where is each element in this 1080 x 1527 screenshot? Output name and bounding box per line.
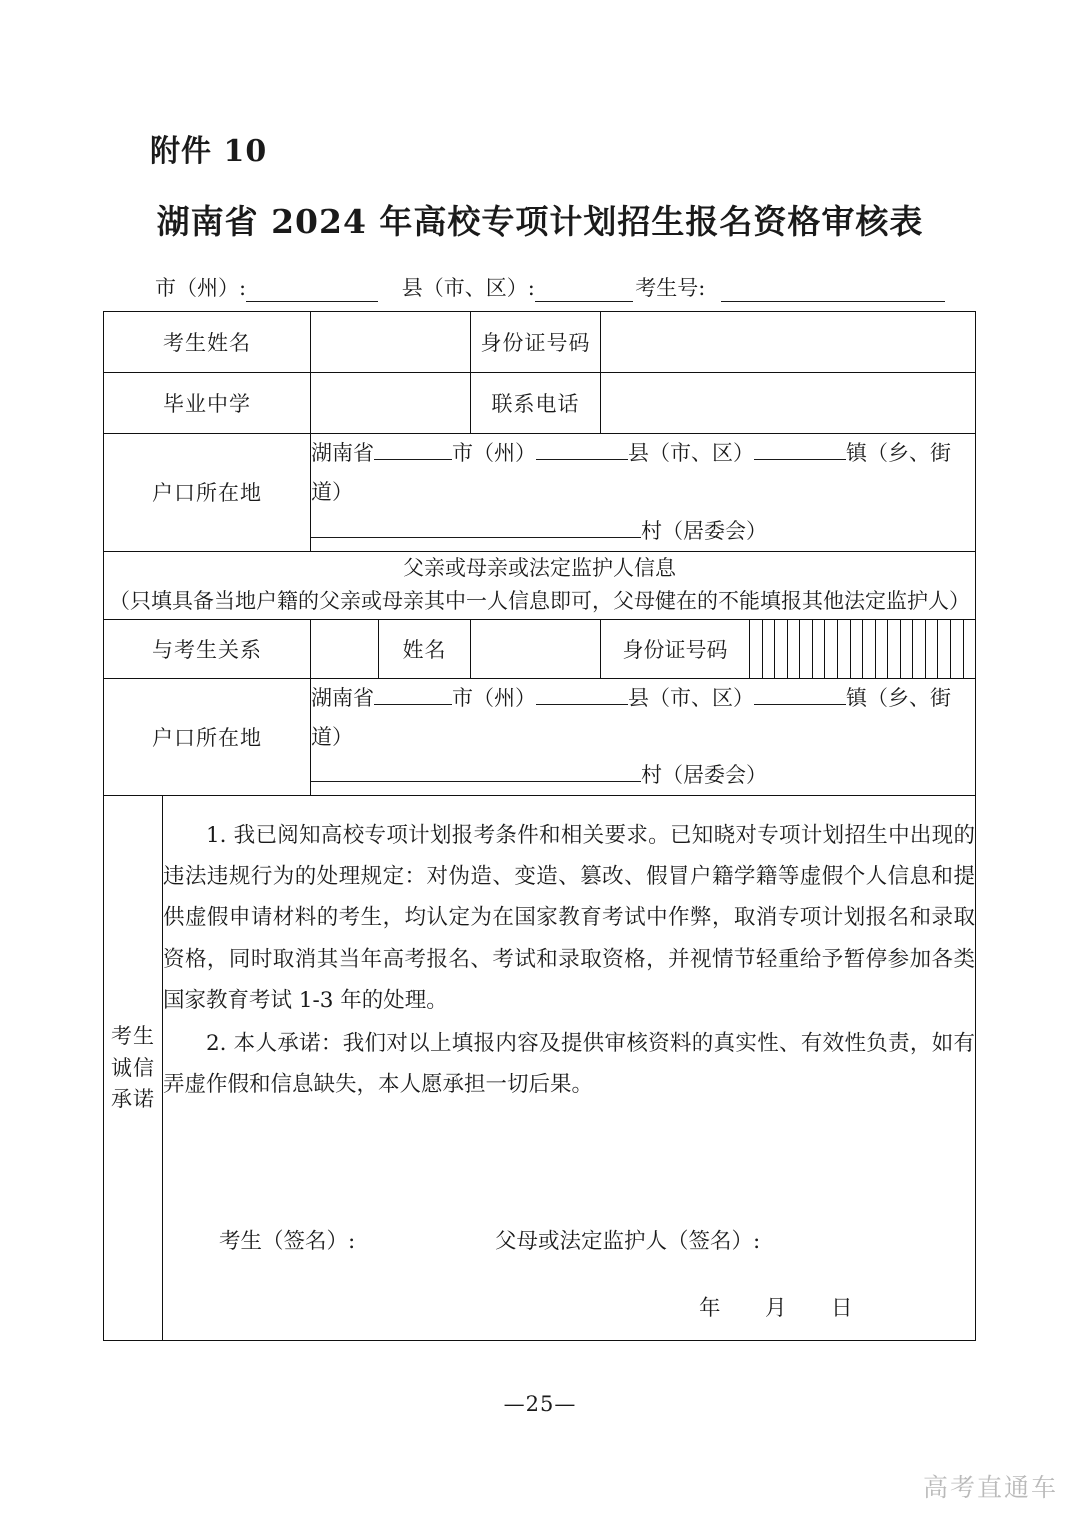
table-row <box>104 796 976 1341</box>
id-digit-cell[interactable] <box>825 620 838 678</box>
table-row <box>104 619 976 678</box>
county-suffix: 县（市、区） <box>628 685 755 710</box>
town-blank[interactable] <box>754 687 846 705</box>
commitment-side-line-2: 诚信 <box>111 1055 155 1080</box>
county-field-blank[interactable] <box>535 282 633 302</box>
watermark: 高考直通车 <box>922 1473 1058 1502</box>
date-row <box>163 1291 975 1322</box>
id-digit-cell[interactable] <box>775 620 788 678</box>
graduating-school-label: 毕业中学 <box>104 373 311 434</box>
attachment-label: 附件 10 <box>150 134 268 169</box>
guardian-section-title: 父亲或母亲或法定监护人信息 <box>403 555 677 580</box>
commitment-side-line-3: 承诺 <box>111 1087 155 1111</box>
commitment-side-line-1: 考生 <box>111 1024 155 1048</box>
commitment-paragraph-2: 2. 本人承诺：我们对以上填报内容及提供审核资料的真实性、有效性负责，如有弄虚作假和信息缺失，本人愿承担一切后果。 <box>163 1031 976 1098</box>
household-address-line-2 <box>311 512 975 551</box>
guardian-section-header <box>104 551 976 619</box>
guardian-section-note: （只填具备当地户籍的父亲或母亲其中一人信息即可，父母健在的不能填报其他法定监护人） <box>109 589 971 614</box>
candidate-id-label: 身份证号码 <box>471 312 601 373</box>
city-field-label: 市（州）: <box>155 276 247 300</box>
village-blank[interactable] <box>311 764 641 782</box>
id-digit-cell[interactable] <box>876 620 889 678</box>
candidate-name-input[interactable] <box>311 312 471 373</box>
phone-label: 联系电话 <box>471 373 601 434</box>
exam-number-field-label: 考生号: <box>635 276 706 300</box>
guardian-household-input[interactable] <box>311 678 976 796</box>
village-blank[interactable] <box>311 520 641 538</box>
guardian-id-label: 身份证号码 <box>601 620 750 678</box>
candidate-name-label: 考生姓名 <box>104 312 311 373</box>
id-digit-cell[interactable] <box>838 620 851 678</box>
phone-input[interactable] <box>601 373 976 434</box>
candidate-id-input[interactable] <box>601 312 976 373</box>
guardian-id-grid-wrapper <box>601 619 976 678</box>
guardian-name-label: 姓名 <box>379 619 471 678</box>
date-day-label[interactable]: 日 <box>831 1295 853 1321</box>
table-row <box>104 434 976 552</box>
id-digit-cell[interactable] <box>901 620 914 678</box>
id-digit-cell[interactable] <box>888 620 901 678</box>
guardian-household-label: 户口所在地 <box>104 678 311 796</box>
id-digit-cell[interactable] <box>750 620 763 678</box>
household-address-line-1 <box>311 434 975 512</box>
id-digit-cell[interactable] <box>938 620 951 678</box>
id-digit-cell[interactable] <box>800 620 813 678</box>
signature-row <box>163 1224 975 1255</box>
town-blank[interactable] <box>754 442 846 460</box>
date-spacer <box>219 1291 699 1322</box>
header-fields <box>155 272 945 302</box>
county-field-label: 县（市、区）: <box>401 276 535 300</box>
id-digit-cell[interactable] <box>913 620 926 678</box>
id-digit-cell[interactable] <box>964 620 976 678</box>
city-suffix: 市（州） <box>452 441 537 465</box>
province-prefix: 湖南省 <box>311 685 375 710</box>
id-digit-cell[interactable] <box>851 620 864 678</box>
page-title: 湖南省 2024 年高校专项计划招生报名资格审核表 <box>156 202 924 241</box>
commitment-side-label <box>104 796 163 1341</box>
city-suffix: 市（州） <box>452 685 537 710</box>
city-blank[interactable] <box>374 687 452 705</box>
table-row <box>104 312 976 373</box>
page-number: —25— <box>503 1392 577 1416</box>
id-digit-cell[interactable] <box>788 620 801 678</box>
date-year-label[interactable]: 年 <box>699 1295 721 1321</box>
town-suffix: 镇（乡、街道） <box>311 685 952 749</box>
exam-number-field-blank[interactable] <box>721 282 945 302</box>
registration-form-table <box>103 311 976 1341</box>
city-field-blank[interactable] <box>246 282 378 302</box>
county-blank[interactable] <box>536 687 628 705</box>
village-suffix: 村（居委会） <box>641 763 768 788</box>
signature-area <box>163 1224 975 1322</box>
id-digit-cell[interactable] <box>926 620 939 678</box>
guardian-address-line-2 <box>311 756 975 795</box>
graduating-school-input[interactable] <box>311 373 471 434</box>
household-address-input[interactable] <box>311 434 976 552</box>
student-signature-label[interactable]: 考生（签名）: <box>219 1228 356 1254</box>
commitment-paragraph-1: 1. 我已阅知高校专项计划报考条件和相关要求。已知晓对专项计划招生中出现的违法违规行为的处理规定：对伪造、变造、篡改、假冒户籍学籍等虚假个人信息和提供虚假申请材料的考生，均认定为在国家教育考试中作弊，取消专项计划报名和录取资格，同时取消其当年高考报名、考试和录取资格，并视情节轻重给予暂停参加各类国家教育考试 1-3 年的处理。 <box>163 822 976 1013</box>
guardian-relation-label: 与考生关系 <box>104 619 311 678</box>
town-suffix: 镇（乡、街道） <box>311 441 952 504</box>
date-month-label[interactable]: 月 <box>765 1295 787 1321</box>
guardian-signature-label[interactable]: 父母或法定监护人（签名）: <box>495 1228 761 1254</box>
household-address-label: 户口所在地 <box>104 434 311 552</box>
id-digit-cell[interactable] <box>951 620 964 678</box>
id-digit-cell[interactable] <box>763 620 776 678</box>
guardian-relation-input[interactable] <box>311 619 379 678</box>
county-blank[interactable] <box>536 442 628 460</box>
guardian-address-line-1 <box>311 679 975 757</box>
province-prefix: 湖南省 <box>311 441 375 465</box>
commitment-body <box>163 796 976 1341</box>
county-suffix: 县（市、区） <box>628 441 755 465</box>
guardian-id-number-grid[interactable] <box>750 620 975 678</box>
village-suffix: 村（居委会） <box>641 518 768 543</box>
table-row <box>104 678 976 796</box>
guardian-name-input[interactable] <box>471 619 601 678</box>
table-row <box>104 373 976 434</box>
city-blank[interactable] <box>374 442 452 460</box>
table-row <box>104 551 976 619</box>
id-digit-cell[interactable] <box>813 620 826 678</box>
id-digit-cell[interactable] <box>863 620 876 678</box>
